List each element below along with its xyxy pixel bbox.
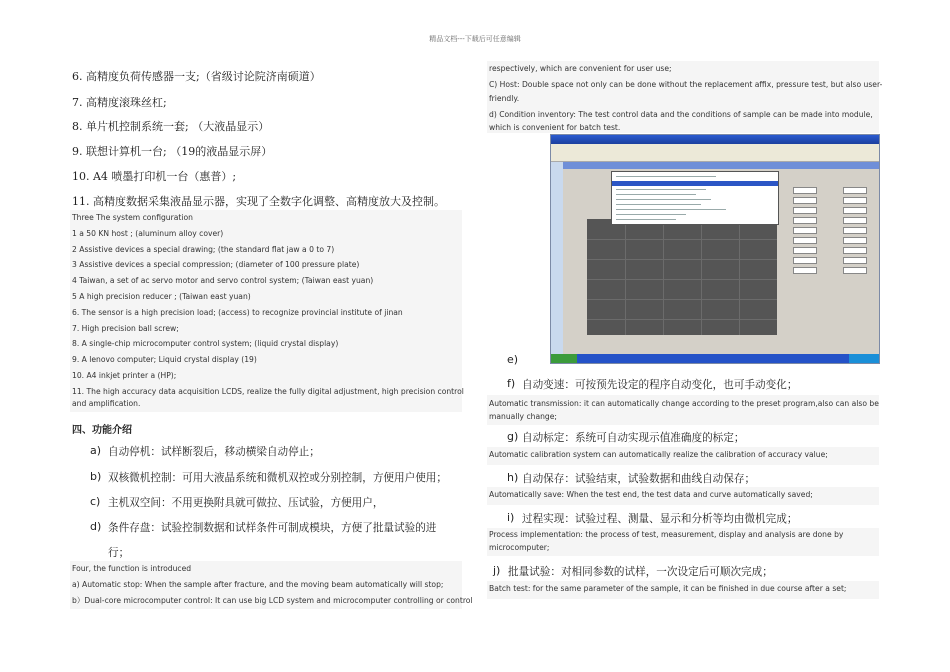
en-config-line: 11. The high accuracy data acquisition LCDS, realize the fully digital adjustment, high precision control	[72, 386, 464, 396]
software-screenshot	[550, 134, 880, 364]
en-item-line: Automatic transmission: it can automatically change according to the preset program,also can also be	[489, 399, 879, 408]
dropdown-selected-row	[612, 181, 778, 186]
func-letter: f)	[507, 377, 516, 390]
en-config-line: 4 Taiwan, a set of ac servo motor and servo control system; (Taiwan east yuan)	[72, 276, 374, 286]
en-config-line: 5 A high precision reducer ; (Taiwan east yuan)	[72, 291, 251, 301]
en-top-line: d) Condition inventory: The test control data and the conditions of sample can be made into module,	[489, 109, 873, 119]
func-letter: i)	[507, 511, 515, 524]
en-func-line: a) Automatic stop: When the sample after fracture, and the moving beam automatically will stop;	[72, 579, 444, 589]
func-text: 自动标定：系统可自动实现示值准确度的标定；	[522, 432, 745, 444]
en-top-line: friendly.	[489, 93, 520, 103]
cn-list-item: 10. A4 喷墨打印机一台（惠普）;	[72, 170, 237, 183]
en-item-line: microcomputer;	[489, 543, 550, 552]
func-letter: c)	[90, 495, 101, 508]
en-item-block	[487, 581, 879, 599]
start-button	[551, 354, 577, 363]
standard-dropdown[interactable]	[611, 171, 779, 225]
tray-clock	[849, 354, 879, 363]
func-text: 条件存盘：试验控制数据和试样条件可制成模块，方便了批量试验的进	[108, 522, 437, 534]
en-item-block	[487, 487, 879, 505]
func-text: 过程实现：试验过程、测量、显示和分析等均由微机完成；	[522, 513, 798, 525]
func-letter: h)	[507, 471, 519, 484]
en-top-line: which is convenient for batch test.	[489, 122, 621, 132]
en-top-block	[487, 61, 883, 133]
en-config-line: 2 Assistive devices a special drawing; (the standard flat jaw a 0 to 7)	[72, 244, 335, 254]
en-item-block	[487, 528, 879, 556]
func-text: 主机双空间：不用更换附具就可做拉、压试验，方便用户，	[108, 497, 384, 509]
en-config-line: 7. High precision ball screw;	[72, 323, 179, 333]
result-panel	[783, 183, 875, 333]
en-config-line: 1 a 50 KN host ; (aluminum alloy cover)	[72, 228, 224, 238]
func-letter: g)	[507, 430, 519, 443]
figure-label: e)	[507, 353, 519, 366]
en-top-line: C) Host: Double space not only can be done without the replacement affix, pressure test, but also user-	[489, 79, 883, 89]
toolbar	[551, 152, 879, 162]
en-item-line: Process implementation: the process of test, measurement, display and analysis are done by	[489, 530, 844, 539]
en-config-line: Three The system configuration	[72, 213, 193, 222]
en-config-line: 9. A lenovo computer; Liquid crystal display (19)	[72, 355, 257, 365]
en-config-line: 8. A single-chip microcomputer control system; (liquid crystal display)	[72, 339, 339, 349]
app-titlebar	[563, 162, 879, 169]
cn-list-item: 6. 高精度负荷传感器一支;（省级讨论院济南硕道）	[72, 70, 321, 83]
func-letter: j)	[493, 564, 501, 577]
cn-list-item: 11. 高精度数据采集液晶显示器，实现了全数字化调整、高精度放大及控制。	[72, 195, 445, 208]
func-letter: b)	[90, 470, 102, 483]
func-text: 双核微机控制：可用大液晶系统和微机双控或分别控制，方便用户使用；	[108, 472, 447, 484]
func-text-cont: 行；	[108, 547, 130, 559]
func-text: 自动保存：试验结束，试验数据和曲线自动保存；	[522, 473, 756, 485]
curve-graph	[587, 219, 777, 335]
taskbar	[551, 354, 879, 363]
en-item-line: manually change;	[489, 412, 557, 421]
section-title: 四、功能介绍	[72, 425, 132, 436]
cn-list-item: 7. 高精度滚珠丝杠;	[72, 96, 167, 109]
en-func-line: b）Dual-core microcomputer control: It can use big LCD system and microcomputer controlling or control	[72, 595, 473, 605]
page-header: 精品文档---下载后可任意编辑	[429, 35, 521, 43]
en-top-line: respectively, which are convenient for user use;	[489, 64, 672, 73]
en-config-line: 10. A4 inkjet printer a (HP);	[72, 370, 177, 380]
en-item-line: Automatically save: When the test end, the test data and curve automatically saved;	[489, 490, 813, 499]
cn-list-item: 8. 单片机控制系统一套; （大液晶显示）	[72, 120, 270, 133]
menu-bar	[551, 144, 879, 152]
en-item-block	[487, 447, 879, 465]
func-text: 自动停机：试样断裂后，移动横梁自动停止；	[108, 446, 320, 458]
func-text: 自动变速：可按预先设定的程序自动变化，也可手动变化；	[522, 379, 798, 391]
func-letter: d)	[90, 520, 102, 533]
en-func-block	[70, 561, 473, 609]
func-letter: a)	[90, 444, 102, 457]
en-func-line: Four, the function is introduced	[72, 564, 192, 573]
en-config-line: 3 Assistive devices a special compression; (diameter of 100 pressure plate)	[72, 260, 360, 270]
en-item-block	[487, 395, 879, 425]
en-item-line: Automatic calibration system can automatically realize the calibration of accuracy value;	[489, 450, 828, 459]
cn-list-item: 9. 联想计算机一台; （19的液晶显示屏）	[72, 145, 273, 158]
en-config-line: 6. The sensor is a high precision load; (access) to recognize provincial institute of jinan	[72, 307, 403, 317]
en-item-line: Batch test: for the same parameter of the sample, it can be finished in due course after a set;	[489, 584, 847, 593]
window-titlebar	[551, 135, 879, 144]
en-config-line: and amplification.	[72, 398, 141, 408]
func-text: 批量试验：对相同参数的试样，一次设定后可顺次完成；	[508, 566, 773, 578]
en-config-block	[70, 210, 462, 412]
